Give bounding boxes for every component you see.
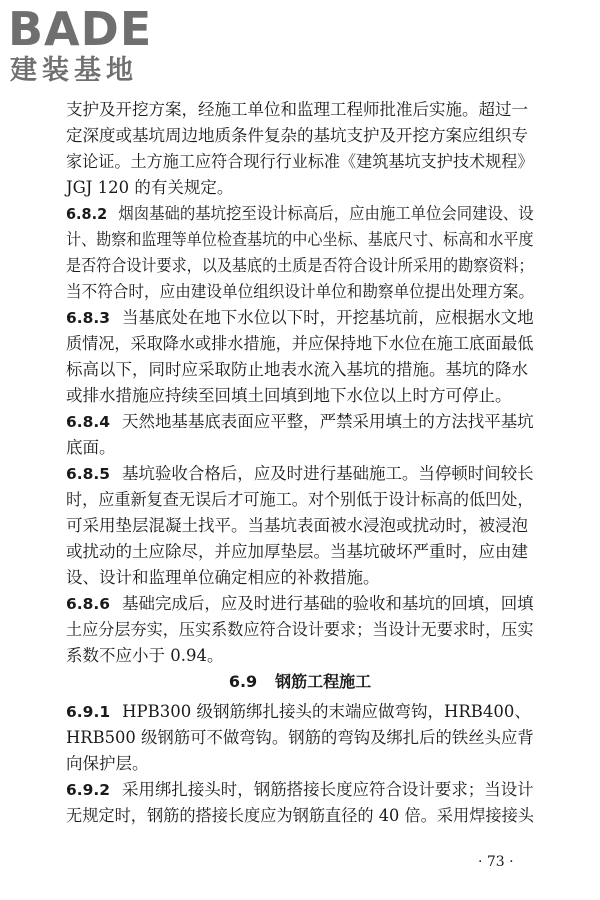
line-text: 底面。 <box>66 438 116 457</box>
clause-number: 6.9.2 <box>66 781 111 799</box>
text-line <box>66 357 528 383</box>
clause-6-9-2 <box>66 777 534 803</box>
line-text: 或排水措施应持续至回填土回填到地下水位以上时方可停止。 <box>66 386 512 405</box>
line-text: 采用绑扎接头时，钢筋搭接长度应符合设计要求；当设计 <box>122 780 534 799</box>
text-line <box>66 487 534 513</box>
bade-logo <box>8 2 178 88</box>
line-text: 家论证。土方施工应符合现行行业标准《建筑基坑支护技术规程》 <box>66 152 534 171</box>
line-text: HPB300 级钢筋绑扎接头的末端应做弯钩，HRB400、 <box>122 702 531 721</box>
logo-wordmark: BADE <box>8 2 153 56</box>
text-line <box>66 751 149 777</box>
text-line <box>66 331 534 357</box>
line-text: 是否符合设计要求，以及基底的土质是否符合设计所采用的勘察资料； <box>66 256 534 275</box>
line-text: JGJ 120 的有关规定。 <box>66 178 234 197</box>
clause-number: 6.8.4 <box>66 413 111 431</box>
line-text: 可采用垫层混凝土找平。当基坑表面被水浸泡或扰动时，被浸泡 <box>66 516 528 535</box>
line-text: 烟囱基础的基坑挖至设计标高后，应由施工单位会同建设、设 <box>118 204 534 223</box>
line-text: 基坑验收合格后，应及时进行基础施工。当停顿时间较长 <box>122 464 534 483</box>
text-line <box>66 539 528 565</box>
text-line <box>66 383 512 409</box>
line-text: 设、设计和监理单位确定相应的补救措施。 <box>66 568 380 587</box>
logo-subtitle: 建装基地 <box>10 55 138 86</box>
section-title: 钢筋工程施工 <box>275 672 372 691</box>
line-text: 当不符合时，应由建设单位组织设计单位和勘察单位提出处理方案。 <box>66 282 534 301</box>
text-line <box>66 279 534 305</box>
section-heading <box>66 669 534 695</box>
line-text: 时，应重新复查无误后才可施工。对个别低于设计标高的低凹处， <box>66 490 534 509</box>
clause-6-8-4 <box>66 409 534 435</box>
text-line <box>66 175 233 201</box>
clause-6-8-6 <box>66 591 534 617</box>
clause-6-8-3 <box>66 305 534 331</box>
line-text: 向保护层。 <box>66 754 149 773</box>
line-text: 系数不应小于 0.94。 <box>66 646 224 665</box>
text-line <box>66 123 528 149</box>
page-number: · 73 · <box>478 854 514 870</box>
clause-number: 6.8.3 <box>66 309 111 327</box>
text-line <box>66 725 534 751</box>
line-text: 基础完成后，应及时进行基础的验收和基坑的回填，回填 <box>122 594 534 613</box>
line-text: 支护及开挖方案，经施工单位和监理工程师批准后实施。超过一 <box>66 100 528 119</box>
line-text: 天然地基基底表面应平整，严禁采用填土的方法找平基坑 <box>122 412 534 431</box>
line-text: 或扰动的土应除尽，并应加厚垫层。当基坑破坏严重时，应由建 <box>66 542 528 561</box>
line-text: 标高以下，同时应采取防止地表水流入基坑的措施。基坑的降水 <box>66 360 528 379</box>
text-line <box>66 513 528 539</box>
text-line <box>66 803 534 829</box>
section-number: 6.9 <box>228 672 258 691</box>
clause-6-8-2 <box>66 201 534 227</box>
text-line <box>66 253 534 279</box>
clause-number: 6.8.6 <box>66 595 111 613</box>
text-line <box>66 617 534 643</box>
text-line <box>66 149 534 175</box>
clause-number: 6.8.5 <box>66 465 111 483</box>
line-text: HRB500 级钢筋可不做弯钩。钢筋的弯钩及绑扎后的铁丝头应背 <box>66 728 534 747</box>
text-line <box>66 565 380 591</box>
line-text: 质情况，采取降水或排水措施，并应保持地下水位在施工底面最低 <box>66 334 534 353</box>
text-line <box>66 227 534 253</box>
clause-number: 6.9.1 <box>66 703 111 721</box>
line-text: 无规定时，钢筋的搭接长度应为钢筋直径的 40 倍。采用焊接接头 <box>66 806 534 825</box>
line-text: 计、勘察和监理等单位检查基坑的中心坐标、基底尺寸、标高和水平度 <box>66 230 534 249</box>
clause-6-9-1 <box>66 699 531 725</box>
clause-number: 6.8.2 <box>66 205 108 223</box>
line-text: 定深度或基坑周边地质条件复杂的基坑支护及开挖方案应组织专 <box>66 126 528 145</box>
text-line <box>66 435 116 461</box>
line-text: 土应分层夯实，压实系数应符合设计要求；当设计无要求时，压实 <box>66 620 534 639</box>
line-text: 当基底处在地下水位以下时，开挖基坑前，应根据水文地 <box>122 308 534 327</box>
text-line <box>66 97 528 123</box>
text-line <box>66 643 223 669</box>
clause-6-8-5 <box>66 461 534 487</box>
